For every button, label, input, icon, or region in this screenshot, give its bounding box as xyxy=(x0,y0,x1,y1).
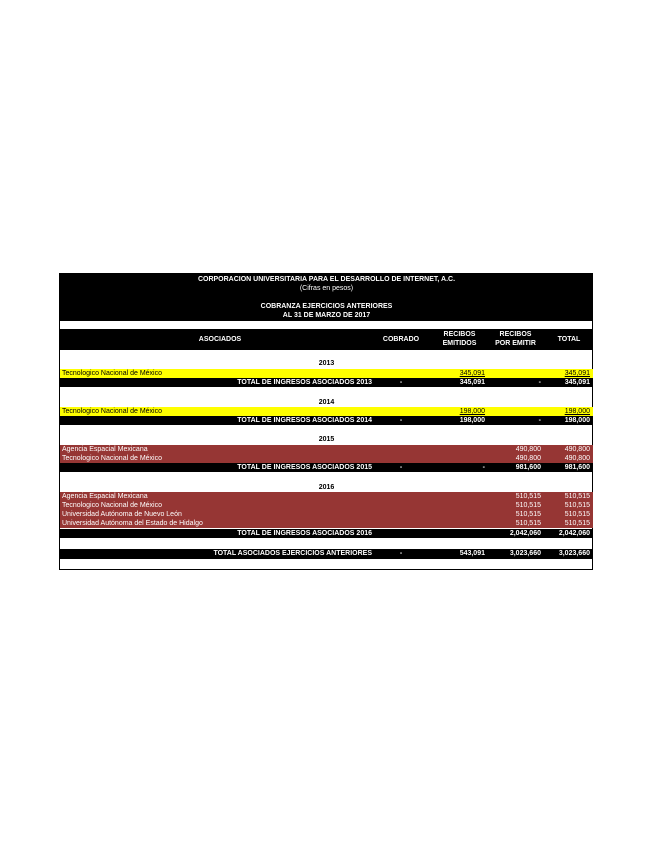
report-date: AL 31 DE MARZO DE 2017 xyxy=(282,312,371,319)
report-title: COBRANZA EJERCICIOS ANTERIORES xyxy=(260,303,393,310)
table-row xyxy=(60,492,593,501)
total-value: 345,091 xyxy=(564,370,590,377)
total-value: 510,515 xyxy=(564,502,590,509)
total-value: 490,800 xyxy=(564,455,590,462)
subtotal-label: TOTAL DE INGRESOS ASOCIADOS 2013 xyxy=(237,379,372,386)
por-emitir-value: 2,042,060 xyxy=(509,530,541,537)
col-asociados: ASOCIADOS xyxy=(198,336,242,343)
cobrado-value: - xyxy=(399,464,403,471)
total-value: 198,000 xyxy=(564,417,590,424)
total-value: 981,600 xyxy=(564,464,590,471)
subtotal-row xyxy=(60,529,593,538)
associate-name: Tecnologico Nacional de México xyxy=(62,370,162,377)
subtotal-row xyxy=(60,463,593,472)
cobrado-value: - xyxy=(399,379,403,386)
table-row xyxy=(60,454,593,463)
table-row xyxy=(60,519,593,528)
report-sheet xyxy=(59,273,593,570)
emitidos-value: 345,091 xyxy=(459,370,485,377)
currency-note: (Cifras en pesos) xyxy=(299,285,354,292)
total-value: 345,091 xyxy=(564,379,590,386)
associate-name: Agencia Espacial Mexicana xyxy=(62,446,148,453)
total-value: 510,515 xyxy=(564,511,590,518)
total-value: 490,800 xyxy=(564,446,590,453)
por-emitir-value: 510,515 xyxy=(515,493,541,500)
por-emitir-value: 490,800 xyxy=(515,446,541,453)
company-name: CORPORACION UNIVERSITARIA PARA EL DESARROLLO DE INTERNET, A.C. xyxy=(197,276,456,283)
year-label: 2015 xyxy=(318,436,335,443)
emitidos-value: 345,091 xyxy=(459,379,485,386)
col-total: TOTAL xyxy=(557,336,581,343)
total-value: 198,000 xyxy=(564,408,590,415)
subtotal-label: TOTAL DE INGRESOS ASOCIADOS 2015 xyxy=(237,464,372,471)
table-row xyxy=(60,369,593,378)
total-value: 510,515 xyxy=(564,493,590,500)
subtotal-row xyxy=(60,416,593,425)
col-por-emitir-line1: RECIBOS xyxy=(499,331,532,338)
table-row xyxy=(60,407,593,416)
por-emitir-value: 981,600 xyxy=(515,464,541,471)
emitidos-value: - xyxy=(482,464,485,471)
subtotal-label: TOTAL DE INGRESOS ASOCIADOS 2016 xyxy=(237,530,372,537)
table-row xyxy=(60,510,593,519)
cobrado-value: - xyxy=(399,417,403,424)
emitidos-value: 543,091 xyxy=(459,550,485,557)
associate-name: Tecnologico Nacional de México xyxy=(62,455,162,462)
column-header-row xyxy=(60,329,593,350)
total-value: 510,515 xyxy=(564,520,590,527)
por-emitir-value: - xyxy=(538,417,541,424)
associate-name: Tecnologico Nacional de México xyxy=(62,502,162,509)
associate-name: Universidad Autónoma de Nuevo León xyxy=(62,511,182,518)
year-label: 2016 xyxy=(318,484,335,491)
report-title-block xyxy=(60,273,593,321)
table-row xyxy=(60,445,593,454)
emitidos-value: 198,000 xyxy=(459,417,485,424)
table-row xyxy=(60,501,593,510)
por-emitir-value: 510,515 xyxy=(515,520,541,527)
cobrado-value: - xyxy=(399,550,403,557)
col-por-emitir-line2: POR EMITIR xyxy=(495,340,536,347)
col-cobrado: COBRADO xyxy=(382,336,420,343)
associate-name: Tecnologico Nacional de México xyxy=(62,408,162,415)
subtotal-row xyxy=(60,378,593,387)
grand-total-label: TOTAL ASOCIADOS EJERCICIOS ANTERIORES xyxy=(213,550,372,557)
por-emitir-value: 510,515 xyxy=(515,502,541,509)
grand-total-row xyxy=(60,549,593,559)
associate-name: Universidad Autónoma del Estado de Hidalgo xyxy=(62,520,203,527)
emitidos-value: 198,000 xyxy=(459,408,485,415)
year-label: 2013 xyxy=(318,360,335,367)
por-emitir-value: 490,800 xyxy=(515,455,541,462)
por-emitir-value: 3,023,660 xyxy=(509,550,541,557)
total-value: 2,042,060 xyxy=(558,530,590,537)
col-emitidos-line1: RECIBOS xyxy=(443,331,476,338)
col-emitidos-line2: EMITIDOS xyxy=(442,340,477,347)
por-emitir-value: 510,515 xyxy=(515,511,541,518)
subtotal-label: TOTAL DE INGRESOS ASOCIADOS 2014 xyxy=(237,417,372,424)
por-emitir-value: - xyxy=(538,379,541,386)
associate-name: Agencia Espacial Mexicana xyxy=(62,493,148,500)
year-label: 2014 xyxy=(318,399,335,406)
total-value: 3,023,660 xyxy=(558,550,590,557)
